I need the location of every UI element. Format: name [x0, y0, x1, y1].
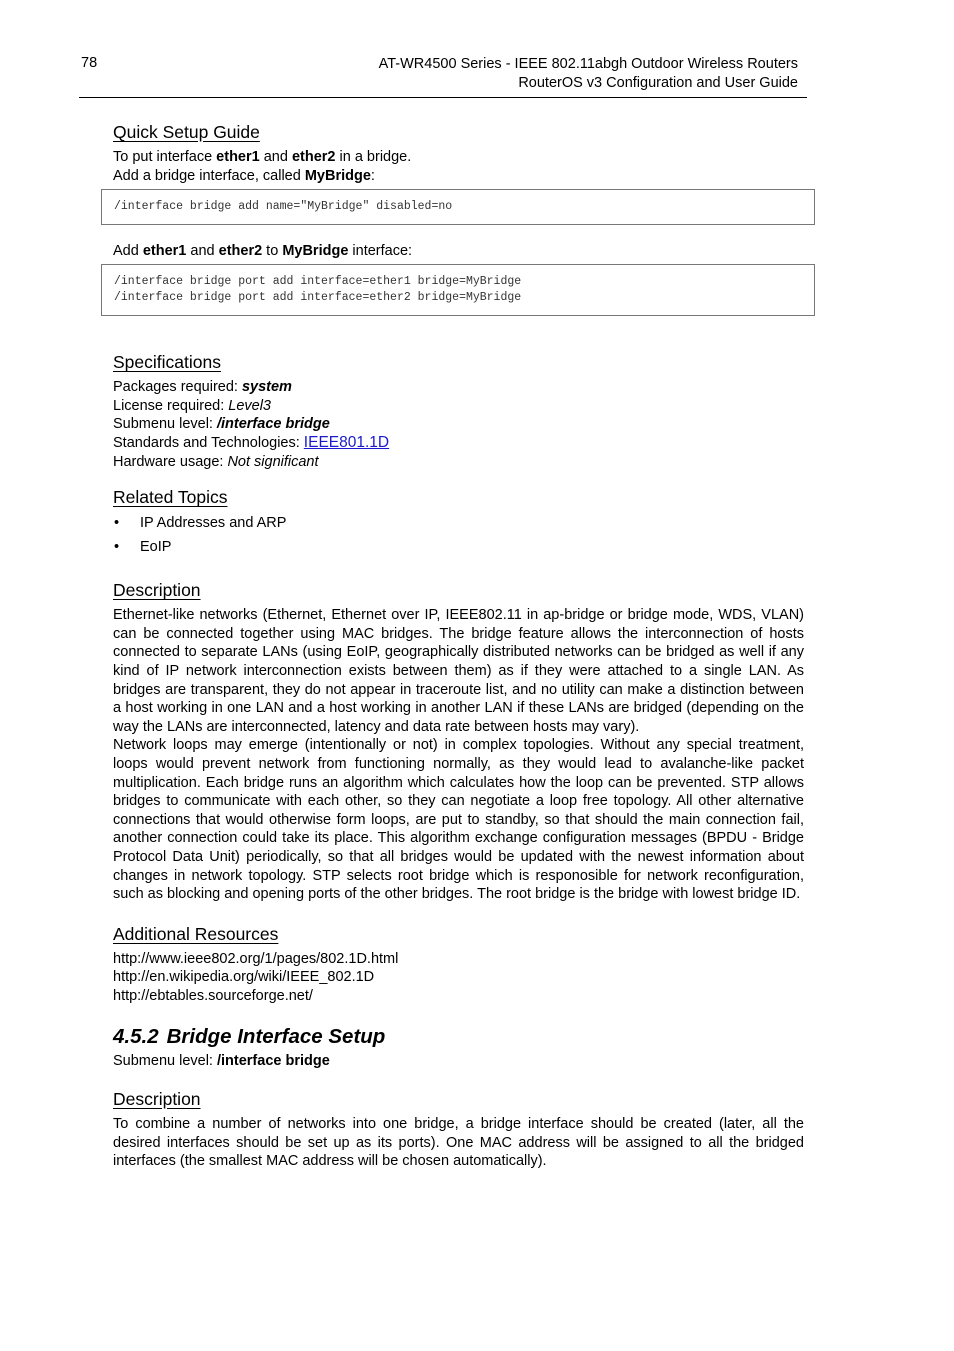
description-paragraph-1: Ethernet-like networks (Ethernet, Ethernet over IP, IEEE802.11 in ap-bridge or bridge mode, WDS, VLAN) can be connected together using MAC bridges. The bridge feature allows the interconnection of hosts connected to separate LANs (using EoIP, geographically distributed networks can be bridged as well if any kind of IP network interconnection exists between them) as if they were attached to a single LAN. As bridges are transparent, they do not appear in traceroute list, and no utility can make a distinction between a host working in one LAN and a host working in another LAN if these LANs are bridged (depending on the way the LANs are interconnected, latency and data rate between hosts may vary). — [113, 607, 804, 735]
header-title-line1: AT-WR4500 Series - IEEE 802.11abgh Outdoor Wireless Routers — [378, 56, 798, 72]
spec-packages: Packages required: system — [113, 379, 292, 396]
spec-hardware: Hardware usage: Not significant — [113, 453, 319, 470]
description-heading-2: Description — [113, 1089, 201, 1110]
related-topics-list — [113, 511, 804, 559]
specifications-heading: Specifications — [113, 352, 221, 373]
code-line: /interface bridge add name="MyBridge" disabled=no — [114, 200, 453, 214]
spec-license: License required: Level3 — [113, 397, 271, 414]
quick-setup-line2: Add a bridge interface, called MyBridge: — [113, 167, 375, 184]
section-submenu: Submenu level: /interface bridge — [113, 1052, 330, 1069]
code-block-add-ports — [101, 264, 815, 316]
standards-link[interactable]: IEEE801.1D — [303, 434, 390, 452]
quick-setup-line3: Add ether1 and ether2 to MyBridge interface: — [113, 242, 413, 259]
header-title-line2: RouterOS v3 Configuration and User Guide — [518, 75, 798, 91]
code-line: /interface bridge port add interface=ether2 bridge=MyBridge — [114, 290, 522, 304]
header-rule — [79, 97, 807, 98]
resource-link[interactable]: http://ebtables.sourceforge.net/ — [113, 987, 313, 1004]
additional-resources-heading: Additional Resources — [113, 923, 279, 944]
resource-link[interactable]: http://www.ieee802.org/1/pages/802.1D.html — [113, 950, 399, 967]
quick-setup-line1: To put interface ether1 and ether2 in a bridge. — [113, 149, 412, 165]
page-number: 78 — [81, 55, 98, 71]
page-header — [379, 55, 798, 93]
bullet-icon: • — [114, 515, 120, 532]
spec-submenu: Submenu level: /interface bridge — [113, 416, 330, 433]
page-content — [113, 120, 804, 1171]
description-paragraph-2: Network loops may emerge (intentionally or not) in complex topologies. Without any special treatment, loops would prevent network from functioning normally, as they would lead to avalanche-like packet multiplication. Each bridge runs an algorithm which calculates how the loop can be prevented. STP allows bridges to communicate with each other, so they can negotiate a loop free topology. All other alternative connections that would otherwise form loops, are put to standby, so that should the main connection fail, another connection could take its place. This algorithm exchange configuration messages (BPDU - Bridge Protocol Data Unit) periodically, so that all bridges would be updated with the newest information about changes in network topology. STP selects root bridge which is responosible for network reconfiguration, such as blocking and opening ports of the other bridges. The root bridge is the bridge with lowest bridge ID. — [113, 737, 804, 903]
bullet-icon: • — [114, 539, 120, 556]
description-paragraph-3: To combine a number of networks into one bridge, a bridge interface should be created (later, all the desired interfaces should be set up as its ports). One MAC address will be assigned to all the bridged interfaces (the smallest MAC address will be chosen automatically). — [113, 1116, 804, 1170]
resource-link[interactable]: http://en.wikipedia.org/wiki/IEEE_802.1D — [113, 969, 375, 986]
related-topics-heading: Related Topics — [113, 487, 228, 508]
section-heading — [113, 1024, 804, 1050]
quick-setup-heading: Quick Setup Guide — [113, 122, 260, 142]
spec-standards: Standards and Technologies: IEEE801.1D — [113, 434, 390, 452]
description-heading: Description — [113, 580, 201, 601]
list-item: • EoIP — [113, 535, 804, 559]
code-block-add-bridge — [101, 189, 815, 225]
section-number: 4.5.2 — [113, 1024, 159, 1048]
section-title: Bridge Interface Setup — [166, 1024, 386, 1048]
code-line: /interface bridge port add interface=ether1 bridge=MyBridge — [114, 275, 522, 289]
list-item: • IP Addresses and ARP — [113, 511, 804, 535]
